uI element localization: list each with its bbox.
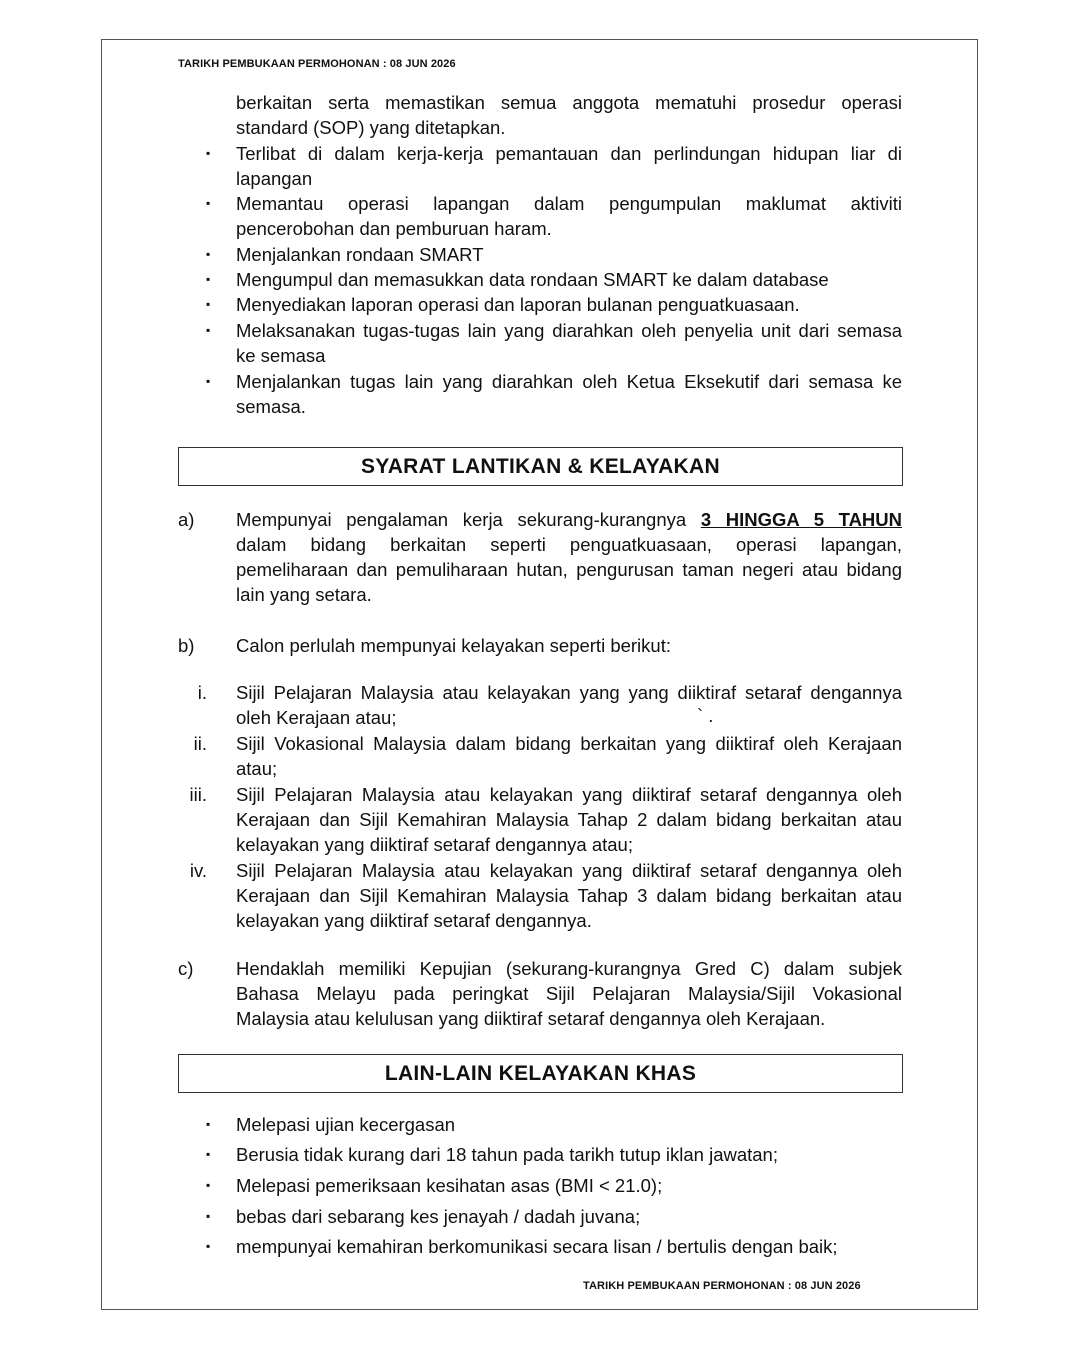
duty-item: Melaksanakan tugas-tugas lain yang diarahkan oleh penyelia unit dari semasa: [236, 320, 902, 341]
section-title-kelayakan-khas: LAIN-LAIN KELAYAKAN KHAS: [178, 1054, 903, 1093]
qualification-line: kelayakan yang diiktiraf setaraf dengannya atau;: [236, 834, 633, 855]
qualification-line: kelayakan yang diiktiraf setaraf dengannya.: [236, 910, 592, 931]
stray-mark: ` .: [697, 705, 714, 726]
item-label-a: a): [178, 509, 195, 530]
qualification-line: Kerajaan dan Sijil Kemahiran Malaysia Tahap 3 dalam bidang berkaitan atau: [236, 885, 902, 906]
page-footer: TARIKH PEMBUKAAN PERMOHONAN : 08 JUN 2026: [583, 1280, 861, 1292]
roman-label-ii: ii.: [193, 733, 207, 754]
duty-item-cont: pencerobohan dan pemburuan haram.: [236, 218, 552, 239]
duty-item: Menyediakan laporan operasi dan laporan bulanan penguatkuasaan.: [236, 294, 800, 315]
item-c-line-1: Hendaklah memiliki Kepujian (sekurang-kurangnya Gred C) dalam subjek: [236, 958, 902, 979]
roman-label-i: i.: [197, 682, 207, 703]
duty-item: Menjalankan tugas lain yang diarahkan oleh Ketua Eksekutif dari semasa ke: [236, 371, 902, 392]
duty-item: Memantau operasi lapangan dalam pengumpulan maklumat aktiviti: [236, 193, 902, 214]
page-header: TARIKH PEMBUKAAN PERMOHONAN : 08 JUN 2026: [178, 58, 456, 70]
qualification-line: Sijil Vokasional Malaysia dalam bidang berkaitan yang diiktiraf oleh Kerajaan: [236, 733, 902, 754]
bullet-marker: ▪: [206, 323, 211, 337]
bullet-marker: ▪: [206, 247, 211, 261]
qualification-line: Sijil Pelajaran Malaysia atau kelayakan yang diiktiraf setaraf dengannya oleh: [236, 784, 902, 805]
duty-item-cont: semasa.: [236, 396, 306, 417]
bullet-marker: ▪: [206, 1147, 211, 1161]
item-b-text: Calon perlulah mempunyai kelayakan seperti berikut:: [236, 635, 671, 656]
bullet-marker: ▪: [206, 196, 211, 210]
special-qualification-item: mempunyai kemahiran berkomunikasi secara lisan / bertulis dengan baik;: [236, 1236, 838, 1257]
duty-item: Mengumpul dan memasukkan data rondaan SMART ke dalam database: [236, 269, 829, 290]
section-title-syarat-lantikan: SYARAT LANTIKAN & KELAYAKAN: [178, 447, 903, 486]
bullet-marker: ▪: [206, 374, 211, 388]
qualification-line: atau;: [236, 758, 278, 779]
item-c-line-3: Malaysia atau kelulusan yang diiktiraf setaraf dengannya oleh Kerajaan.: [236, 1008, 826, 1029]
duty-continuation-line-2: standard (SOP) yang ditetapkan.: [236, 117, 506, 138]
special-qualification-item: Melepasi ujian kecergasan: [236, 1114, 456, 1135]
duty-item-cont: ke semasa: [236, 345, 326, 366]
item-label-c: c): [178, 958, 194, 979]
item-c-line-2: Bahasa Melayu pada peringkat Sijil Pelajaran Malaysia/Sijil Vokasional: [236, 983, 902, 1004]
roman-label-iv: iv.: [189, 860, 207, 881]
item-a-line-1-text: Mempunyai pengalaman kerja sekurang-kurangnya: [236, 509, 687, 530]
roman-label-iii: iii.: [189, 784, 207, 805]
bullet-marker: ▪: [206, 1178, 211, 1192]
item-a-line-2: dalam bidang berkaitan seperti penguatkuasaan, operasi lapangan,: [236, 534, 902, 555]
qualification-line: oleh Kerajaan atau;: [236, 707, 397, 728]
bullet-marker: ▪: [206, 297, 211, 311]
item-a-line-1: [236, 507, 902, 532]
qualification-line: Sijil Pelajaran Malaysia atau kelayakan yang yang diiktiraf setaraf dengannya: [236, 682, 902, 703]
bullet-marker: ▪: [206, 1239, 211, 1253]
special-qualification-item: Melepasi pemeriksaan kesihatan asas (BMI < 21.0);: [236, 1175, 663, 1196]
bullet-marker: ▪: [206, 1209, 211, 1223]
bullet-marker: ▪: [206, 146, 211, 160]
item-a-line-3: pemeliharaan dan pemuliharaan hutan, pengurusan taman negeri atau bidang: [236, 559, 902, 580]
bullet-marker: ▪: [206, 272, 211, 286]
item-a-line-4: lain yang setara.: [236, 584, 372, 605]
special-qualification-item: Berusia tidak kurang dari 18 tahun pada tarikh tutup iklan jawatan;: [236, 1144, 778, 1165]
duty-item-cont: lapangan: [236, 168, 313, 189]
duty-item: Terlibat di dalam kerja-kerja pemantauan dan perlindungan hidupan liar di: [236, 143, 902, 164]
duty-item: Menjalankan rondaan SMART: [236, 244, 484, 265]
experience-requirement: 3 HINGGA 5 TAHUN: [700, 509, 903, 530]
qualification-line: Sijil Pelajaran Malaysia atau kelayakan yang diiktiraf setaraf dengannya oleh: [236, 860, 902, 881]
item-label-b: b): [178, 635, 195, 656]
bullet-marker: ▪: [206, 1117, 211, 1131]
duty-continuation-line-1: berkaitan serta memastikan semua anggota mematuhi prosedur operasi: [236, 92, 902, 113]
special-qualification-item: bebas dari sebarang kes jenayah / dadah juvana;: [236, 1206, 641, 1227]
qualification-line: Kerajaan dan Sijil Kemahiran Malaysia Tahap 2 dalam bidang berkaitan atau: [236, 809, 902, 830]
